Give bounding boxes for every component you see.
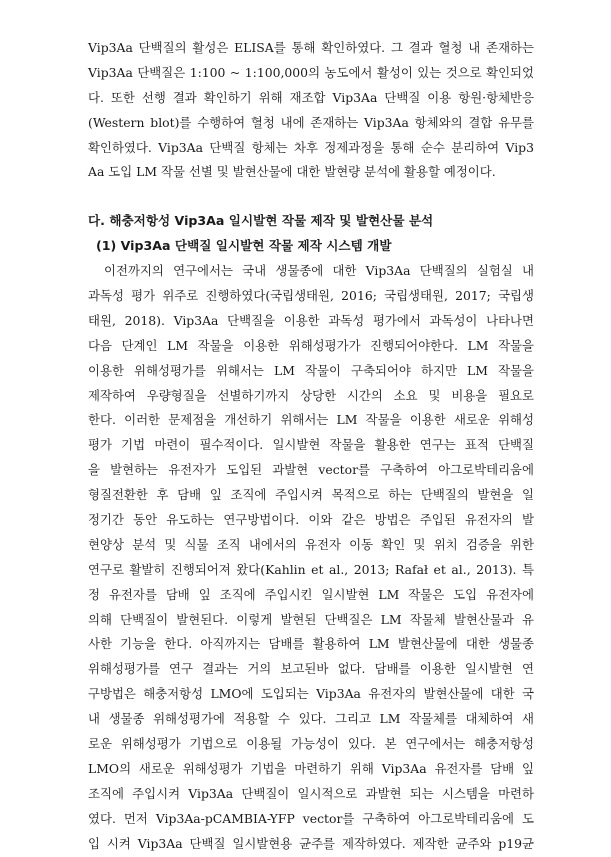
text-line: 구방법은 해충저항성 LMO에 도입되는 Vip3Aa 유전자의 발현산물에 대한 국 [88, 686, 534, 702]
text-line: 제작하여 우량형질을 선별하기까지 상당한 시간의 소요 및 비용을 필요로 [88, 387, 534, 403]
text-line: 연구로 활발히 진행되어져 왔다(Kahlin et al., 2013; Rafał et al., 2013). 특 [88, 561, 534, 577]
text-line: 조직에 주입시켜 Vip3Aa 단백질이 일시적으로 과발현 되는 시스템을 마련하 [88, 785, 534, 801]
text-line: 의해 단백질이 발현된다. 이렇게 발현된 단백질은 LM 작물체 발현산물과 유 [88, 611, 534, 627]
text-line: 다. 또한 선행 결과 확인하기 위해 재조합 Vip3Aa 단백질 이용 항원·항체반응 [88, 89, 534, 105]
text-line: 정기간 동안 유도하는 연구방법이다. 이와 같은 방법은 주입된 유전자의 발 [88, 512, 534, 528]
text-line: Vip3Aa 단백질은 1:100 ~ 1:100,000의 농도에서 활성이 있는 것으로 확인되었 [88, 64, 534, 80]
paragraph-2 [88, 259, 534, 856]
text-line: 과독성 평가 위주로 진행하였다(국립생태원, 2016; 국립생태원, 2017; 국립생 [88, 288, 534, 304]
text-line: 태원, 2018). Vip3Aa 단백질을 이용한 과독성 평가에서 과독성이 나타나면 [88, 312, 534, 328]
text-line: 이전까지의 연구에서는 국내 생물종에 대한 Vip3Aa 단백질의 실험실 내 [104, 263, 534, 279]
paragraph-1 [88, 36, 534, 185]
text-line: 한다. 이러한 문제점을 개선하기 위해서는 LM 작물을 이용한 새로운 위해성 [88, 412, 534, 428]
text-line: 였다. 먼저 Vip3Aa-pCAMBIA-YFP vector를 구축하여 아그로박테리움에 도 [88, 810, 534, 826]
text-line: 입 시켜 Vip3Aa 단백질 일시발현용 균주를 제작하였다. 제작한 균주와 p19균 [88, 835, 534, 851]
text-line: (Western blot)를 수행하여 혈청 내에 존재하는 Vip3Aa 항체와의 결합 유무를 [88, 114, 534, 130]
text-line: 형질전환한 후 담배 잎 조직에 주입시켜 목적으로 하는 단백질의 발현을 일 [88, 487, 534, 503]
text-line: LMO의 새로운 위해성평가 기법을 마련하기 위해 Vip3Aa 유전자를 담배 잎 [88, 760, 534, 776]
document-page [88, 36, 534, 857]
subsection-heading: (1) Vip3Aa 단백질 일시발현 작물 제작 시스템 개발 [96, 238, 392, 254]
text-line: 현양상 분석 및 식물 조직 내에서의 유전자 이동 확인 및 위치 검증을 위한 [88, 536, 534, 552]
text-line: 로운 위해성평가 기법으로 이용될 가능성이 있다. 본 연구에서는 해충저항성 [88, 736, 534, 752]
text-line: 다음 단계인 LM 작물을 이용한 위해성평가가 진행되어야한다. LM 작물을 [88, 337, 534, 353]
text-line: 위해성평가를 연구 결과는 거의 보고된바 없다. 담배를 이용한 일시발현 연 [88, 661, 534, 677]
text-line: 사한 기능을 한다. 아직까지는 담배를 활용하여 LM 발현산물에 대한 생물종 [88, 636, 534, 652]
section-heading: 다. 해충저항성 Vip3Aa 일시발현 작물 제작 및 발현산물 분석 [88, 213, 434, 229]
spacer [88, 185, 534, 209]
text-line: Aa 도입 LM 작물 선별 및 발현산물에 대한 발현량 분석에 활용할 예정이다. [88, 164, 496, 180]
text-line: 확인하였다. Vip3Aa 단백질 항체는 차후 정제과정을 통해 순수 분리하여 Vip3 [88, 139, 534, 155]
text-line: 내 생물종 위해성평가에 적용할 수 있다. 그리고 LM 작물체를 대체하여 새 [88, 711, 534, 727]
text-line: 정 유전자를 담배 잎 조직에 주입시킨 일시발현 LM 작물은 도입 유전자에 [88, 586, 534, 602]
text-line: 이용한 위해성평가를 위해서는 LM 작물이 구축되어야 하지만 LM 작물을 [88, 362, 534, 378]
text-line: 평가 기법 마련이 필수적이다. 일시발현 작물을 활용한 연구는 표적 단백질 [88, 437, 534, 453]
text-line: Vip3Aa 단백질의 활성은 ELISA를 통해 확인하였다. 그 결과 혈청 내 존재하는 [88, 40, 534, 55]
text-line: 을 발현하는 유전자가 도입된 과발현 vector를 구축하여 아그로박테리움에 [88, 462, 534, 478]
